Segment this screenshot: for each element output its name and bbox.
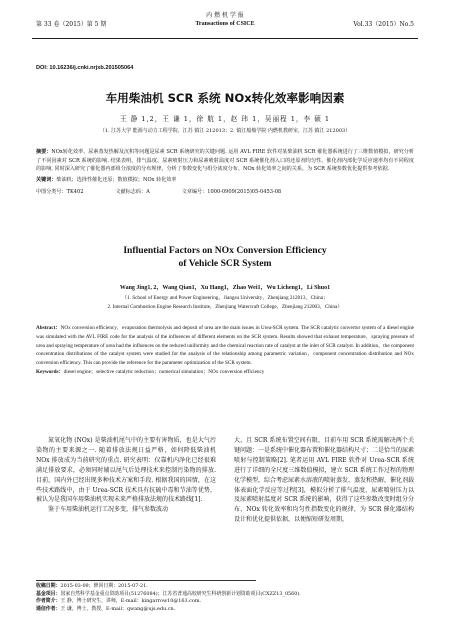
footnote-received — [36, 583, 414, 591]
footnote-label: 通信作者： — [36, 605, 61, 612]
header-volume-en: Vol.33（2015）No.5 — [353, 21, 414, 28]
keywords-en — [36, 368, 414, 377]
body-paragraph: 氮氧化物 (NOx) 是柴油机尾气中的主要有害物质，也是大气污染物的主要来源之一. 随着排放法规日益严格，如何降低柴油机 NOx 排放成为当前研究的重点. 研究表明：仅靠机内净化已经很难满足排放要求，必须同时辅以尾气后处理技术来控制污染物的排放. 目前，国内外已经出现多种技术方案和手段. 根据我国的国情，在这些技术路线中，由于 Urea-SCR 技术具有抗硫中毒和节油等优势，被认为是我国车用柴油机实现未来严格排放法规的技术路线[1]. — [36, 437, 216, 504]
header-journal-cn: 内 燃 机 学 报 — [206, 12, 244, 19]
keywords-en-text: diesel engine；selective catalytic reduction；numerical simulation；NOx conversion efficiency — [63, 368, 265, 375]
footnote-rule — [36, 580, 256, 581]
footnote-label: 基金项目： — [36, 590, 61, 597]
abstract-en — [36, 324, 414, 377]
footnotes — [36, 583, 414, 613]
keywords-cn-label: 关键词： — [36, 177, 57, 183]
footnote-text: 王 静，博士研究生，讲师，E-mail：kingarrow10@163.com. — [60, 598, 202, 605]
title-en-line1: Influential Factors on NOx Conversion Efficiency — [123, 245, 327, 256]
clc-number: 中图分类号：TK402 — [36, 189, 84, 195]
abstract-cn — [36, 148, 414, 174]
footnote-text: 国家自然科学基金重点资助项目(51276084)；江苏省普通高校研究生科研创新计划资助项目(CXZZ13_0560). — [60, 590, 301, 597]
body-left-column — [36, 436, 216, 515]
keywords-cn-text: 柴油机；选择性催化还原；数值模拟；NOx 转化效率 — [56, 177, 177, 183]
header-rule — [32, 38, 418, 39]
affiliation-cn: （1. 江苏大学 能源与动力工程学院，江苏 镇江 212013；2. 镇江船舶学院 内燃机教研室，江苏 镇江 212003） — [99, 128, 351, 134]
footnote-text: 王 谦，博士，教授，E-mail：qwang@ujs.edu.cn. — [60, 605, 176, 612]
footnote-contact — [36, 606, 414, 614]
article-id: 文章编号：1000-0909(2015)05-0453-08 — [181, 189, 282, 195]
affiliation-en-line1: （1. School of Energy and Power Engineering，Jiangsu University，Zhenjiang 212013，China； — [121, 295, 329, 301]
footnote-label: 收稿日期： — [36, 583, 61, 589]
footnote-label: 作者简介： — [36, 598, 61, 605]
header-volume-cn: 第 33 卷（2015）第 5 期 — [36, 21, 107, 28]
keywords-en-label: Keywords： — [36, 368, 64, 375]
authors-en: Wang Jing1, 2，Wang Qian1，Xu Hang1，Zhao Wei1，Wu Licheng1，Li Shuo1 — [119, 285, 331, 291]
document-code: 文献标志码：A — [115, 189, 150, 195]
body-paragraph: 鉴于车用柴油机运行工况多变，排气参数波动 — [48, 506, 169, 514]
doi: DOI: 10.16236/j.cnki.nrjxb.201505064 — [36, 65, 134, 71]
classification-row — [36, 188, 414, 195]
running-header — [10, 8, 440, 36]
title-cn: 车用柴油机 SCR 系统 NOx转化效率影响因素 — [105, 91, 345, 105]
authors-cn: 王 静 1,2，王 谦 1，徐 航 1，赵 玮 1，吴丽程 1，李 硕 1 — [119, 115, 331, 123]
body-paragraph: 大，且 SCR 系统布置空间有限，目前车用 SCR 系统需解决两个关键问题：一是系统中催化器布置和催化器结构尺寸；二是恰当的尿素喷射与控制策略[2]. 笔者运用 AVL FIRE 软件对 Urea-SCR 系统进行了详细的全尺度三维数值模拟，建立 SCR 系统工作过程的物理化学模型，综合考虑尿素水溶液的喷射蒸发、蒸发和热解，催化剂载体表面化学反应等过程[3]，模拟分析了排气温度、尿素喷射压力以及尿素喷射温度对 SCR 系统的影响，获得了这些参数改变时组分分布、NOx 转化效率和均匀性指数变化的规律，为 SCR 催化器结构设计和优化提供依据，以便缩短研发周期， — [234, 437, 415, 524]
affiliation-en-line2: 2. Internal Combustion Engine Research Institute，Zhenjiang Watercraft College，Zhenjiang 212003，China） — [107, 304, 343, 310]
body-right-column — [234, 436, 414, 525]
abstract-cn-label: 摘要： — [36, 149, 52, 155]
abstract-en-label: Abstract： — [36, 325, 61, 331]
title-en-line2: of Vehicle SCR System — [178, 258, 272, 269]
footnote-author — [36, 598, 414, 606]
keywords-cn — [36, 176, 414, 185]
abstract-cn-text: NOx转化效率、尿素蒸发热解及沉积等问题是尿素 SCR 系统研究的关键问题. 运用 AVL FIRE 软件对某柴油机 SCR 催化器系统进行了三维数值模拟，研究分析了不同因素对 SCR 系统的影响. 结果表明，排气温度、尿素喷射压力和尿素喷射温度对 SCR 系统催化剂入口的还原剂均匀性、催化剂内部化学反应速率均有不同程度的影响. 同时深入研究了催化器内部组分浓度的分布规律，分析了参数变化与组分浓度分布、NOx 转化效率之间的关系，为 SCR 系统参数优化提供参考依据. — [36, 149, 414, 173]
header-journal-en: Transactions of CSICE — [195, 21, 255, 27]
abstract-en-text: NOx conversion efficiency，evaporation thermolysis and deposit of urea are the main issues in Urea-SCR system. The SCR catalytic convertor system of a diesel engine was simulated with the AVL FIRE code for the analysis of the influences of different elements on the SCR system. Results showed that exhaust temperature，spraying pressure of urea and spraying temperature of urea had the influences on the reduced uniformity and the chemical reaction rate of catalyst at the inlet of SCR catalyst. In addition，the component concentration distributions of the catalyst system were studied for the analysis of the relationship among parametric variation，component concentration distribution and NOx conversion efficiency. This can provide the reference for the parameter optimization of the SCR system. — [36, 325, 414, 367]
title-en — [0, 244, 450, 270]
footnote-text: 2015-03-09；修回日期：2015-07-21. — [60, 583, 148, 589]
